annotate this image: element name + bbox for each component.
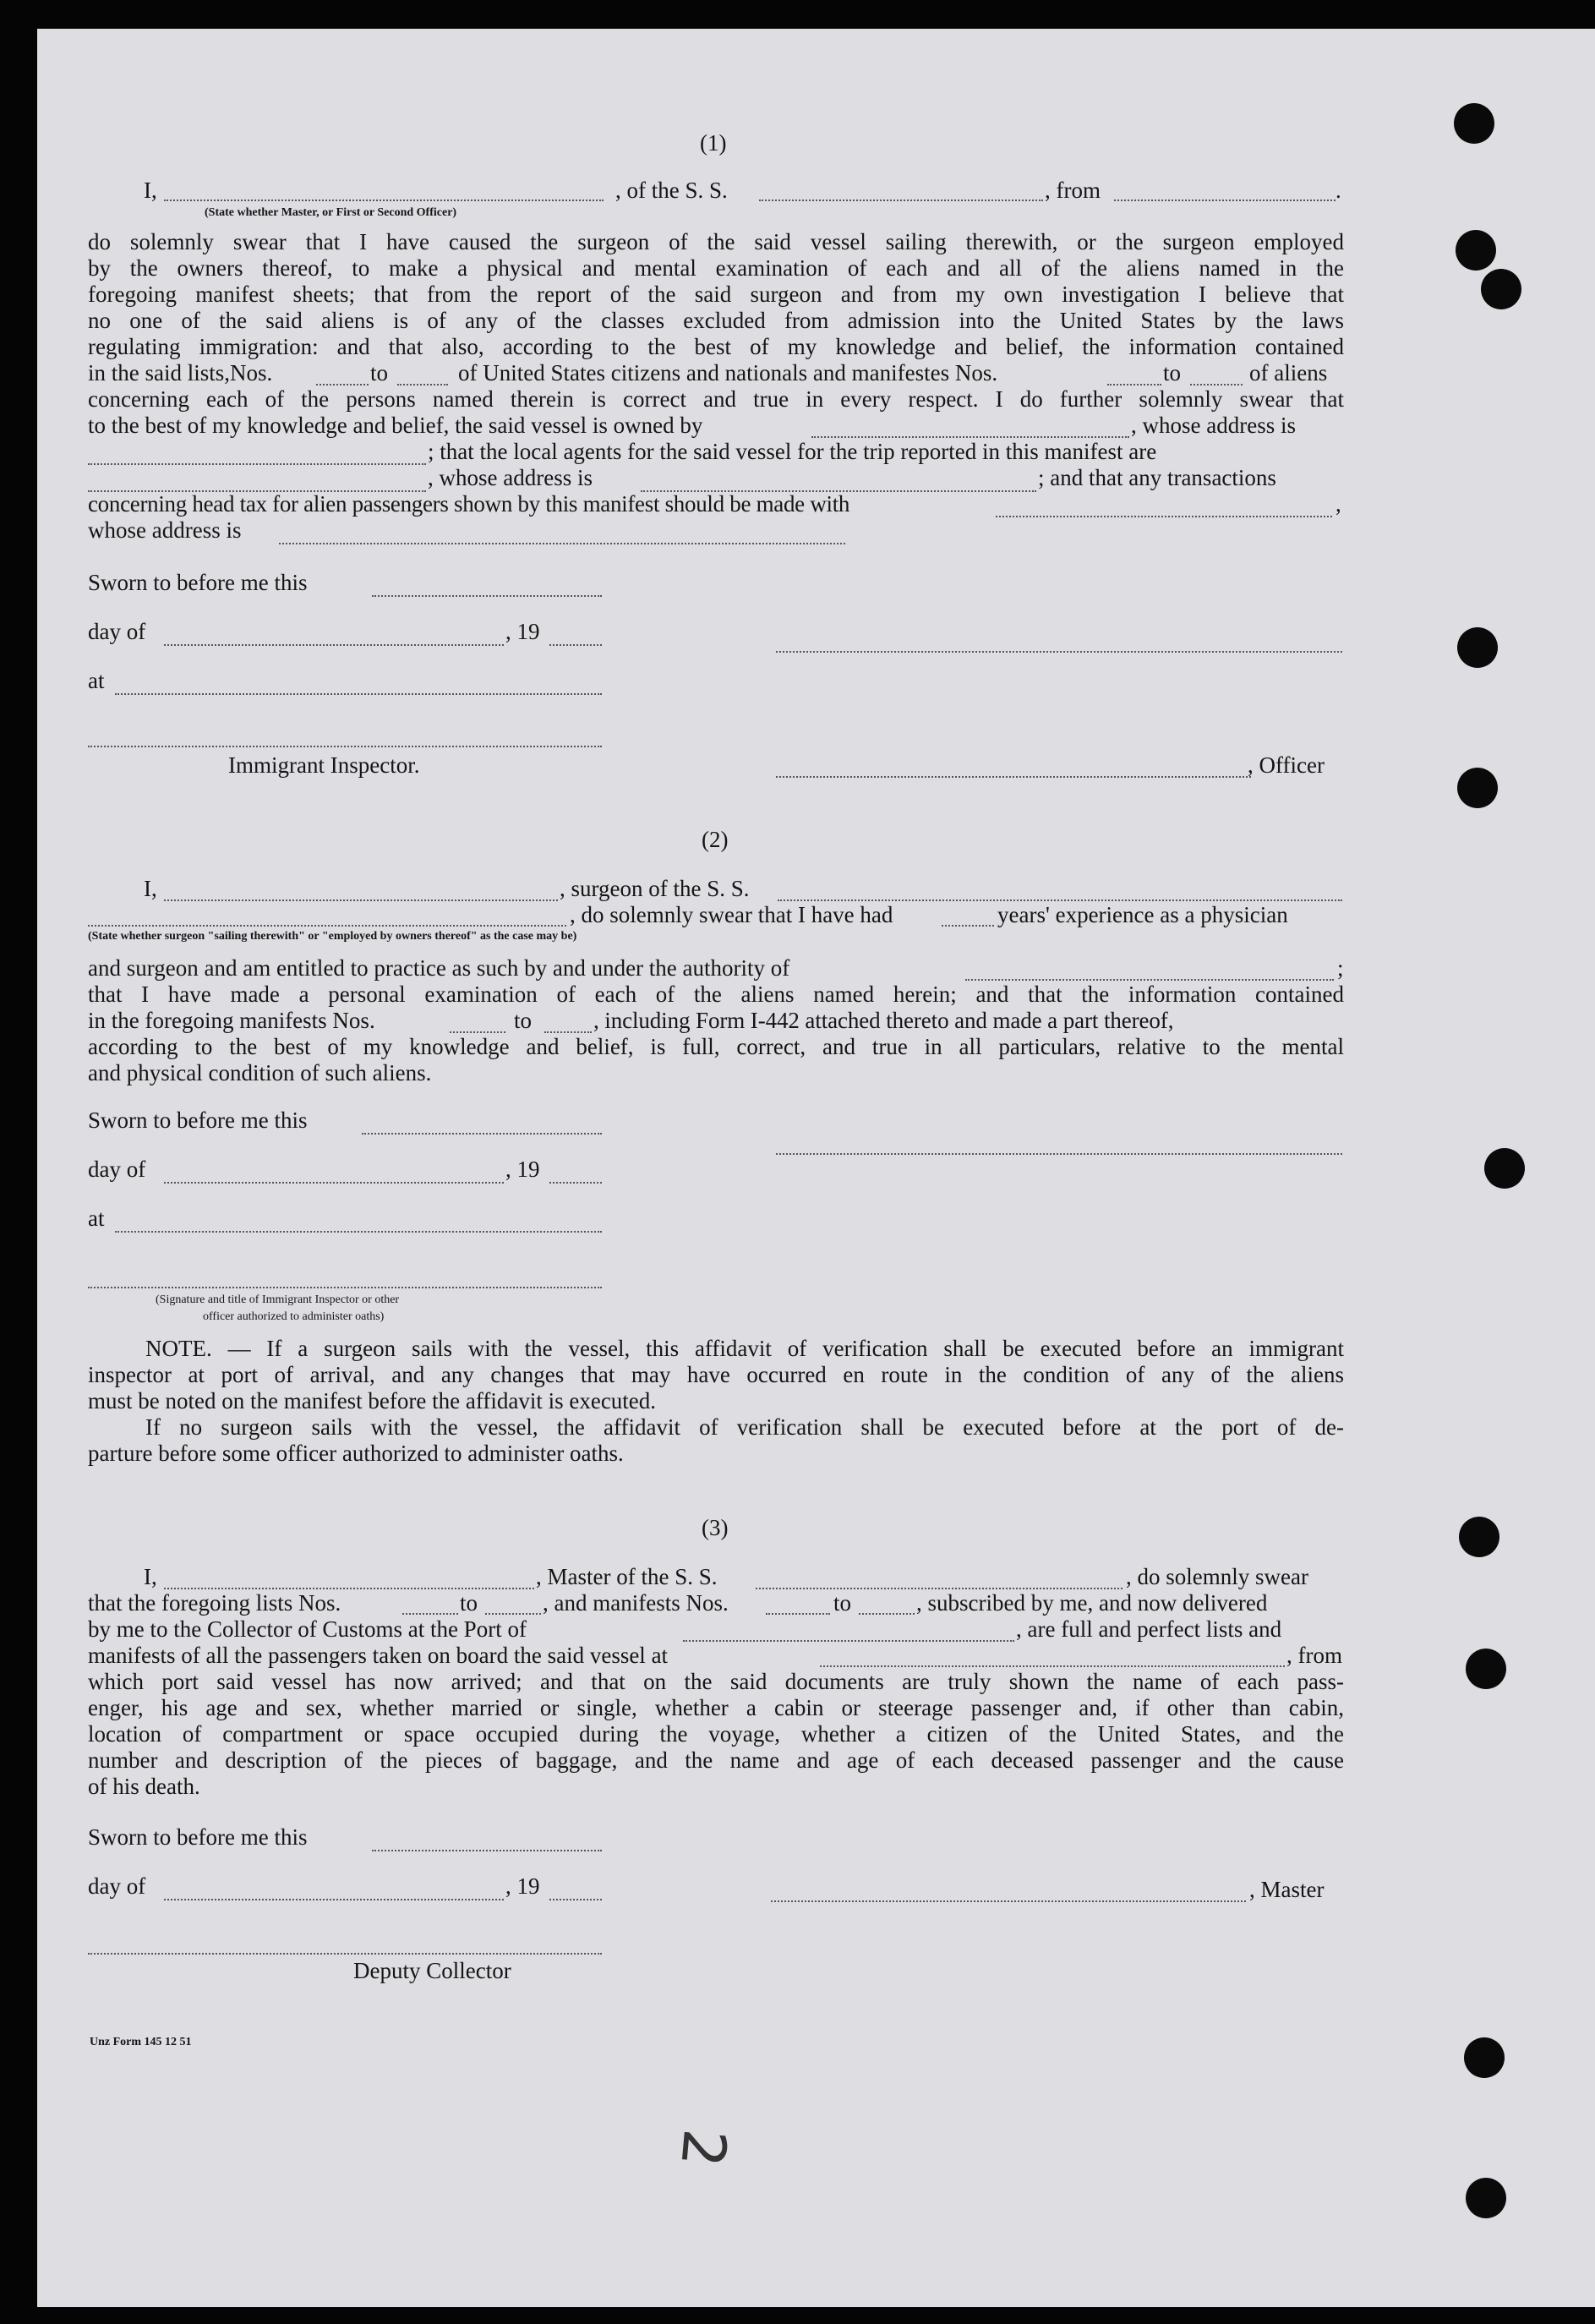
sworn-day-field[interactable]	[362, 1133, 602, 1135]
subscribed-label: , subscribed by me, and now delivered	[916, 1590, 1268, 1616]
authority-label: and surgeon and am entitled to practice as such by and under the authority of	[88, 955, 790, 981]
to-label: to	[514, 1008, 533, 1033]
full-lists-label: , are full and perfect lists and	[1016, 1616, 1282, 1642]
comma: ,	[1336, 491, 1341, 517]
manifests-label: , and manifests Nos.	[543, 1590, 729, 1616]
head-tax-label: concerning head tax for alien passengers shown by this manifest should be made with	[88, 491, 850, 517]
lists-to-field[interactable]	[397, 384, 448, 386]
surgeon-name-field[interactable]	[164, 900, 558, 901]
whose-address-label: whose address is	[88, 517, 242, 543]
head-tax-contact-field[interactable]	[996, 516, 1332, 517]
manifests-to-field[interactable]	[544, 1031, 592, 1033]
punch-hole	[1466, 1649, 1506, 1689]
oath-i-label: I,	[144, 1564, 157, 1589]
physician-label: years' experience as a physician	[997, 902, 1288, 927]
oath-line: location of compartment or space occupied during the voyage, whether a citizen of the United States, and the	[88, 1721, 1344, 1747]
sworn-label: Sworn to before me this	[88, 1107, 308, 1133]
note-line: inspector at port of arrival, and any changes that may have occurred en route in the condition of any of the aliens	[88, 1362, 1344, 1387]
year-field[interactable]	[549, 1899, 602, 1900]
month-field[interactable]	[164, 1182, 504, 1184]
signature-note: officer authorized to administer oaths)	[203, 1310, 385, 1323]
swear-label: , do solemnly swear	[1126, 1564, 1308, 1589]
vessel-name-field[interactable]	[756, 1588, 1123, 1589]
surgeon-type-field[interactable]	[88, 925, 566, 927]
officer-signature-field[interactable]	[776, 776, 1251, 778]
vessel-name-field[interactable]	[759, 200, 1043, 201]
punch-hole	[1459, 1517, 1499, 1557]
oath-line: and physical condition of such aliens.	[88, 1060, 432, 1085]
manifests-to-field[interactable]	[859, 1613, 915, 1615]
punch-hole	[1454, 103, 1494, 144]
master-ss-label: , Master of the S. S.	[536, 1564, 718, 1589]
manifests-to-field[interactable]	[1190, 384, 1243, 386]
vessel-name-field[interactable]	[778, 900, 1342, 901]
sworn-label: Sworn to before me this	[88, 570, 308, 595]
master-note: (State whether Master, or First or Second Officer)	[205, 206, 457, 219]
at-label: at	[88, 1206, 105, 1231]
year-label: , 19	[505, 619, 540, 644]
to-label: to	[460, 1590, 478, 1616]
period: .	[1336, 178, 1341, 203]
officer-label: , Officer	[1248, 752, 1325, 778]
manifests-label: in the foregoing manifests Nos.	[88, 1008, 375, 1033]
oath-line: of his death.	[88, 1774, 200, 1799]
of-ss-label: , of the S. S.	[615, 178, 728, 203]
day-of-label: day of	[88, 619, 146, 644]
deputy-collector-label: Deputy Collector	[353, 1958, 511, 1983]
oath-line: which port said vessel has now arrived; and that on the said documents are truly shown the name of each pass-	[88, 1669, 1344, 1694]
month-field[interactable]	[164, 644, 504, 646]
note-line: NOTE. — If a surgeon sails with the vessel, this affidavit of verification shall be executed before an immigrant	[145, 1336, 1344, 1361]
note-line: must be noted on the manifest before the affidavit is executed.	[88, 1388, 657, 1414]
punch-hole	[1457, 768, 1498, 808]
oath-i-label: I,	[144, 178, 157, 203]
oath-line: according to the best of my knowledge and belief, is full, correct, and true in all particulars, relative to the mental	[88, 1034, 1344, 1059]
year-field[interactable]	[549, 1182, 602, 1184]
master-signature-field[interactable]	[771, 1900, 1246, 1902]
to-label: to	[1163, 360, 1182, 386]
lists-from-field[interactable]	[402, 1613, 458, 1615]
section-number: (1)	[700, 130, 727, 156]
master-label: , Master	[1249, 1877, 1325, 1902]
oath-i-label: I,	[144, 876, 157, 901]
of-aliens-label: of aliens	[1249, 360, 1328, 386]
oath-line: regulating immigration: and that also, according to the best of my knowledge and belief, the information contained	[88, 334, 1344, 359]
sworn-label: Sworn to before me this	[88, 1824, 308, 1850]
at-field[interactable]	[115, 1231, 602, 1233]
manifests-from-field[interactable]	[766, 1613, 830, 1615]
oath-line: no one of the said aliens is of any of the classes excluded from admission into the United States by the laws	[88, 308, 1344, 333]
oath-line: do solemnly swear that I have caused the surgeon of the said vessel sailing therewith, or the surgeon employed	[88, 229, 1344, 254]
year-label: , 19	[505, 1873, 540, 1899]
inspector-signature-field[interactable]	[88, 746, 602, 747]
lists-from-field[interactable]	[316, 384, 369, 386]
signature-field[interactable]	[776, 651, 1342, 653]
agents-address-label: , whose address is	[428, 465, 593, 490]
address-label: , whose address is	[1131, 413, 1296, 438]
form-i442-label: , including Form I-442 attached thereto and made a part thereof,	[593, 1008, 1174, 1033]
from-port-field[interactable]	[1114, 200, 1336, 201]
at-field[interactable]	[115, 693, 602, 695]
oath-line: enger, his age and sex, whether married or single, whether a cabin or steerage passenger and, if other than cabin,	[88, 1695, 1344, 1720]
master-name-field[interactable]	[164, 1588, 534, 1589]
form-number: Unz Form 145 12 51	[90, 2036, 192, 2048]
day-of-label: day of	[88, 1157, 146, 1182]
transactions-label: ; and that any transactions	[1038, 465, 1276, 490]
section-number: (3)	[702, 1515, 729, 1540]
officer-title-field[interactable]	[164, 200, 604, 201]
years-experience-label: , do solemnly swear that I have had	[570, 902, 893, 927]
years-field[interactable]	[942, 925, 994, 927]
embark-port-field[interactable]	[820, 1665, 1285, 1667]
collector-label: by me to the Collector of Customs at the Port of	[88, 1616, 527, 1642]
lists-label: that the foregoing lists Nos.	[88, 1590, 341, 1616]
punch-hole	[1457, 627, 1498, 668]
section-number: (2)	[702, 827, 729, 852]
agents-label: ; that the local agents for the said vessel for the trip reported in this manifest are	[428, 439, 1157, 464]
surgeon-note: (State whether surgeon "sailing therewith" or "employed by owners thereof" as the case may be)	[88, 930, 577, 943]
punch-hole	[1466, 2178, 1506, 2218]
taken-on-board-label: manifests of all the passengers taken on board the said vessel at	[88, 1643, 669, 1668]
citizens-label: of United States citizens and nationals and manifestes Nos.	[458, 360, 998, 386]
to-label: to	[370, 360, 389, 386]
owned-by-label: to the best of my knowledge and belief, the said vessel is owned by	[88, 413, 703, 438]
punch-hole	[1484, 1148, 1525, 1189]
owner-address-field[interactable]	[88, 463, 426, 465]
authority-field[interactable]	[965, 979, 1334, 981]
punch-hole	[1464, 2037, 1505, 2078]
signature-note: (Signature and title of Immigrant Inspector or other	[156, 1293, 400, 1306]
punch-hole	[1456, 230, 1496, 271]
note-line: If no surgeon sails with the vessel, the affidavit of verification shall be executed before at the port of de-	[145, 1414, 1344, 1440]
oath-line: by the owners thereof, to make a physical and mental examination of each and all of the aliens named in the	[88, 255, 1344, 281]
surgeon-signature-field[interactable]	[776, 1153, 1342, 1155]
head-tax-address-field[interactable]	[279, 543, 845, 544]
inspector-label: Immigrant Inspector.	[228, 752, 420, 778]
day-of-label: day of	[88, 1873, 146, 1899]
surgeon-ss-label: , surgeon of the S. S.	[560, 876, 750, 901]
month-field[interactable]	[164, 1899, 504, 1900]
oath-line: that I have made a personal examination of each of the aliens named herein; and that the information contained	[88, 982, 1344, 1007]
port-field[interactable]	[683, 1640, 1014, 1642]
at-label: at	[88, 668, 105, 693]
manifests-from-field[interactable]	[450, 1031, 505, 1033]
oath-line: number and description of the pieces of baggage, and the name and age of each deceased passenger and the cause	[88, 1747, 1344, 1773]
oath-line: concerning each of the persons named therein is correct and true in every respect. I do further solemnly swear that	[88, 386, 1344, 412]
from-label: , from	[1286, 1643, 1342, 1668]
year-label: , 19	[505, 1157, 540, 1182]
lists-to-field[interactable]	[485, 1613, 541, 1615]
punch-hole	[1481, 269, 1521, 309]
inspector-signature-field[interactable]	[88, 1287, 602, 1288]
note-line: parture before some officer authorized to administer oaths.	[88, 1441, 624, 1466]
deputy-signature-field[interactable]	[88, 1953, 602, 1955]
sworn-day-field[interactable]	[372, 595, 602, 597]
semicolon: ;	[1337, 955, 1344, 981]
to-label: to	[833, 1590, 852, 1616]
owner-field[interactable]	[811, 436, 1129, 438]
handwritten-number: 2	[667, 2126, 740, 2170]
manifests-from-field[interactable]	[1107, 384, 1161, 386]
sworn-day-field[interactable]	[372, 1850, 602, 1851]
oath-line: foregoing manifest sheets; that from the report of the said surgeon and from my own investigation I believe that	[88, 282, 1344, 307]
lists-label: in the said lists,Nos.	[88, 360, 273, 386]
year-field[interactable]	[549, 644, 602, 646]
from-label: , from	[1045, 178, 1101, 203]
